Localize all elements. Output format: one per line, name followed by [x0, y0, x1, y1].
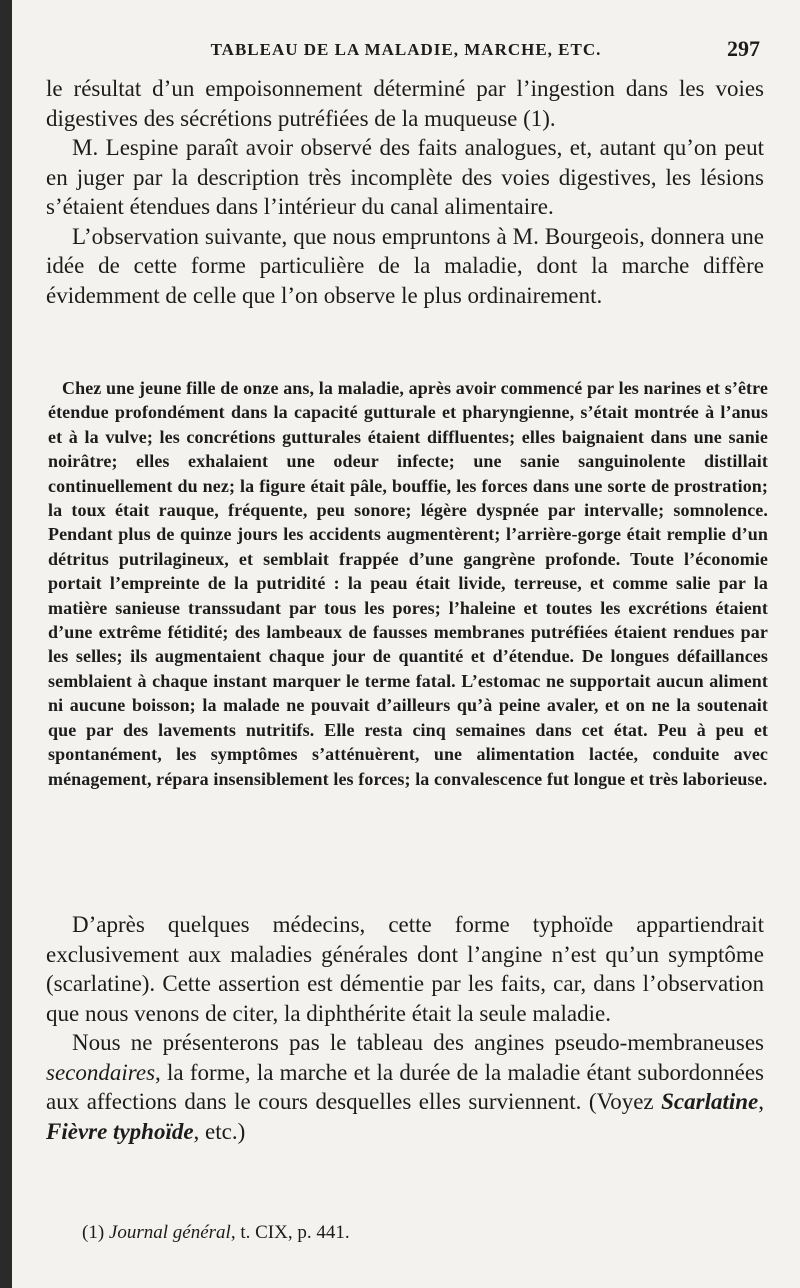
observation-block [48, 376, 768, 791]
observation-text: Chez une jeune fille de onze ans, la maladie, après avoir commencé par les narines et s’être étendue profondément dans la capacité gutturale et pharyngienne, s’était montrée à l’anus et à la vulve; les concrétions gutturales étaient diffluentes; elles baignaient dans une sanie noirâtre; elles exhalaient une odeur infecte; une sanie sanguinolente distillait continuellement du nez; la figure était pâle, bouffie, les forces dans une sorte de prostration; la toux était rauque, fréquente, peu sonore; légère dyspnée par intervalle; somnolence. Pendant plus de quinze jours les accidents augmentèrent; l’arrière-gorge était remplie d’un détritus putrilagineux, et semblait frappée d’une gangrène profonde. Toute l’économie portait l’empreinte de la putridité : la peau était livide, terreuse, et comme salie par la matière sanieuse transsudant par tous les pores; l’haleine et toutes les excrétions étaient d’une extrême fétidité; des lambeaux de fausses membranes putréfiées étaient rendues par les selles; ils augmentaient chaque jour de quantité et d’étendue. De longues défaillances semblaient à chaque instant marquer le terme fatal. L’estomac ne supportait aucun aliment ni aucune boisson; la malade ne pouvait d’ailleurs qu’à peine avaler, et on ne la soutenait que par des lavements nutritifs. Elle resta cinq semaines dans cet état. Peu à peu et spontanément, les symptômes s’atténuèrent, une alimentation lactée, conduite avec ménagement, répara insensiblement les forces; la convalescence fut longue et très laborieuse. [48, 378, 768, 789]
page-header [52, 36, 760, 66]
p5-italic-secondaires: secondaires [46, 1059, 156, 1085]
reference-scarlatine: Scarlatine [661, 1089, 759, 1114]
footnote-ref: , t. CIX, p. 441. [230, 1222, 350, 1243]
footnote [82, 1222, 350, 1244]
page-number: 297 [727, 36, 760, 61]
p5-sep: , [758, 1089, 764, 1114]
footnote-marker: (1) [82, 1222, 105, 1243]
running-head: TABLEAU DE LA MALADIE, MARCHE, ETC. [210, 40, 602, 59]
opening-text [46, 74, 764, 310]
paragraph-secondary-angines [46, 1028, 764, 1146]
reference-fievre-typhoide: Fièvre typhoïde [46, 1118, 194, 1144]
closing-text [46, 910, 764, 1146]
book-page [12, 0, 800, 1288]
footnote-source: Journal général [108, 1222, 231, 1243]
p5-mid: , la forme, la marche et la durée de la maladie étant subordonnées aux affections dans le cours desquelles elles surviennent. (Voyez [46, 1059, 764, 1114]
paragraph-lespine: M. Lespine paraît avoir observé des faits analogues, et, autant qu’on peut en juger par la description très incomplète des voies digestives, les lésions s’étaient étendues dans l’intérieur du canal alimentaire. [46, 135, 764, 219]
paragraph-typhoid-form: D’après quelques médecins, cette forme typhoïde appartiendrait exclusivement aux maladies générales dont l’angine n’est qu’un symptôme (scarlatine). Cette assertion est démentie par les faits, car, dans l’observation que nous venons de citer, la diphthérite était la seule maladie. [46, 912, 764, 1026]
paragraph-continued: le résultat d’un empoisonnement déterminé par l’ingestion dans les voies digestives des sécrétions putréfiées de la muqueuse (1). [46, 76, 764, 131]
p5-start: Nous ne présenterons pas le tableau des angines pseudo-membraneuses [72, 1030, 764, 1055]
p5-end: , etc.) [193, 1118, 246, 1144]
paragraph-observation-intro: L’observation suivante, que nous empruntons à M. Bourgeois, donnera une idée de cette forme particulière de la maladie, dont la marche diffère évidemment de celle que l’on observe le plus ordinairement. [46, 223, 764, 308]
